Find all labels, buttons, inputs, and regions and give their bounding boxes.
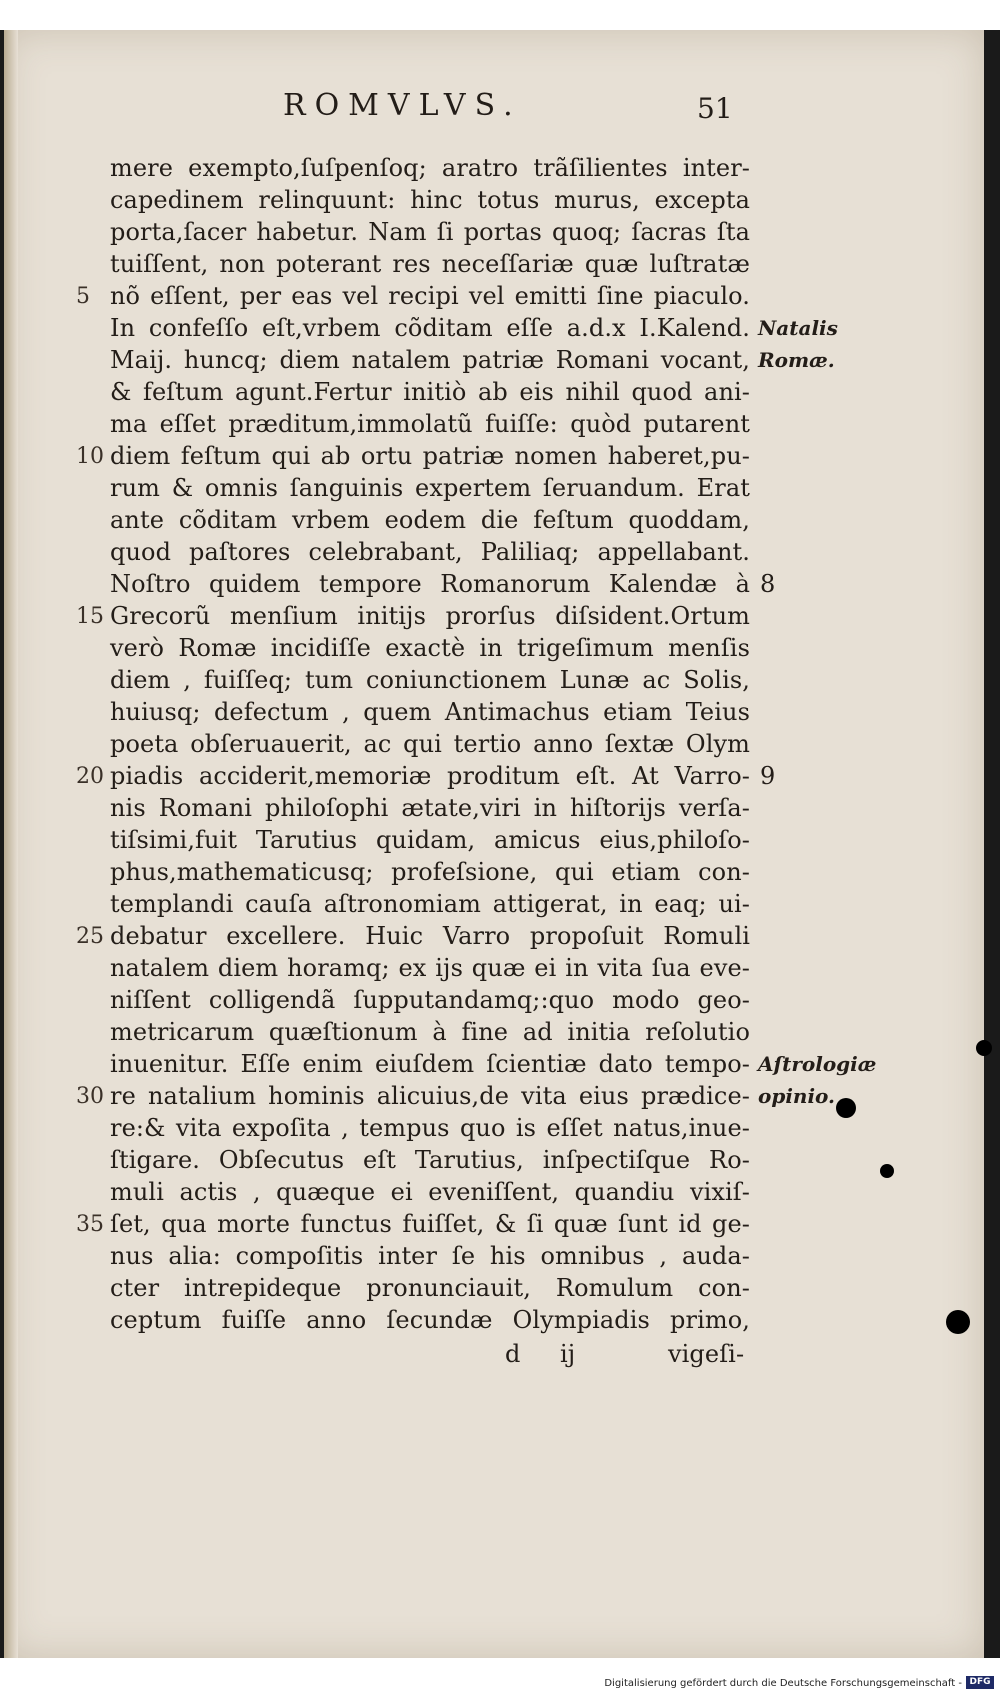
- text-line: porta,ſacer habetur. Nam ſi portas quoq; ſacras ſta: [110, 218, 750, 246]
- ink-blot: [976, 1040, 992, 1056]
- margin-ref: 8: [760, 570, 776, 598]
- text-line: Noſtro quidem tempore Romanorum Kalendæ à: [110, 570, 750, 598]
- text-line: tuiſſent, non poterant res neceſſariæ quæ luſtratæ: [110, 250, 750, 278]
- margin-ref: 9: [760, 762, 776, 790]
- margin-note-romae: Romæ.: [758, 348, 835, 372]
- catchword: vigeſi-: [668, 1340, 745, 1368]
- scan-background-top: [0, 0, 1000, 30]
- page-gutter-edge: [4, 30, 18, 1658]
- line-number: 5: [76, 284, 90, 309]
- text-line: ſet, qua morte functus fuiſſet, & ſi quæ ſunt id ge-: [110, 1210, 750, 1238]
- text-line: Grecorũ menſium initijs prorſus diſsident.Ortum: [110, 602, 750, 630]
- text-line: ſtigare. Obſecutus eſt Tarutius, inſpectiſque Ro-: [110, 1146, 750, 1174]
- signature-mark: d: [505, 1340, 521, 1368]
- ink-blot: [946, 1310, 970, 1334]
- text-line: verò Romæ incidiſſe exactè in trigeſimum menſis: [110, 634, 750, 662]
- text-line: re natalium hominis alicuius,de vita eius prædice-: [110, 1082, 750, 1110]
- footer-bar: [0, 1658, 1000, 1695]
- text-line: piadis acciderit,memoriæ proditum eſt. At Varro-: [110, 762, 750, 790]
- ink-blot: [880, 1164, 894, 1178]
- footer-credit: Digitalisierung gefördert durch die Deutsche Forschungsgemeinschaft -: [604, 1678, 962, 1689]
- line-number: 35: [76, 1212, 104, 1237]
- text-line: nis Romani philoſophi ætate,viri in hiſtorijs verſa-: [110, 794, 750, 822]
- text-line: In confeſſo eſt,vrbem cõditam eſſe a.d.x I.Kalend.: [110, 314, 750, 342]
- text-line: nõ eſſent, per eas vel recipi vel emitti ſine piaculo.: [110, 282, 750, 310]
- text-line: diem , fuiſſeq; tum coniunctionem Lunæ ac Solis,: [110, 666, 750, 694]
- text-line: ante cõditam vrbem eodem die feſtum quoddam,: [110, 506, 750, 534]
- line-number: 10: [76, 444, 104, 469]
- text-line: huiusq; defectum , quem Antimachus etiam Teius: [110, 698, 750, 726]
- text-line: re:& vita expoſita , tempus quo is eſſet natus,inue-: [110, 1114, 750, 1142]
- text-line: nus alia: compoſitis inter ſe his omnibus , auda-: [110, 1242, 750, 1270]
- line-number: 30: [76, 1084, 104, 1109]
- text-line: muli actis , quæque ei eveniſſent, quandiu vixiſ-: [110, 1178, 750, 1206]
- text-line: poeta obſeruauerit, ac qui tertio anno ſextæ Olym: [110, 730, 750, 758]
- signature-number: ij: [560, 1340, 576, 1368]
- line-number: 25: [76, 924, 104, 949]
- dfg-logo: DFG: [966, 1676, 994, 1689]
- margin-note-natalis: Natalis: [758, 316, 838, 340]
- text-line: quod paſtores celebrabant, Paliliaq; appellabant.: [110, 538, 750, 566]
- text-line: niſſent colligendã ſupputandamq;:quo modo geo-: [110, 986, 750, 1014]
- text-line: natalem diem horamq; ex ijs quæ ei in vita ſua eve-: [110, 954, 750, 982]
- text-line: metricarum quæſtionum à fine ad initia reſolutio: [110, 1018, 750, 1046]
- text-line: & feſtum agunt.Fertur initiò ab eis nihil quod ani-: [110, 378, 750, 406]
- line-number: 15: [76, 604, 104, 629]
- text-line: debatur excellere. Huic Varro propoſuit Romuli: [110, 922, 750, 950]
- ink-blot: [836, 1098, 856, 1118]
- page-number: 51: [697, 92, 733, 125]
- text-line: phus,mathematicusq; profeſsione, qui etiam con-: [110, 858, 750, 886]
- text-line: tiſsimi,fuit Tarutius quidam, amicus eius,philoſo-: [110, 826, 750, 854]
- text-line: cter intrepideque pronunciauit, Romulum con-: [110, 1274, 750, 1302]
- margin-note-opinio: opinio.: [758, 1084, 836, 1108]
- margin-note-astrologiae: Aſtrologiæ: [758, 1052, 877, 1076]
- text-line: diem feſtum qui ab ortu patriæ nomen haberet,pu-: [110, 442, 750, 470]
- text-line: Maij. huncq; diem natalem patriæ Romani vocant,: [110, 346, 750, 374]
- text-line: ceptum fuiſſe anno ſecundæ Olympiadis primo,: [110, 1306, 750, 1334]
- text-line: rum & omnis ſanguinis expertem ſeruandum. Erat: [110, 474, 750, 502]
- text-line: mere exempto,ſuſpenſoq; aratro trãſilientes inter-: [110, 154, 750, 182]
- text-line: inuenitur. Eſſe enim eiuſdem ſcientiæ dato tempo-: [110, 1050, 750, 1078]
- line-number: 20: [76, 764, 104, 789]
- text-line: capedinem relinquunt: hinc totus murus, excepta: [110, 186, 750, 214]
- running-head: ROMVLVS.: [283, 88, 522, 123]
- text-line: ma eſſet præditum,immolatũ fuiſſe: quòd putarent: [110, 410, 750, 438]
- text-line: templandi cauſa aſtronomiam attigerat, in eaq; ui-: [110, 890, 750, 918]
